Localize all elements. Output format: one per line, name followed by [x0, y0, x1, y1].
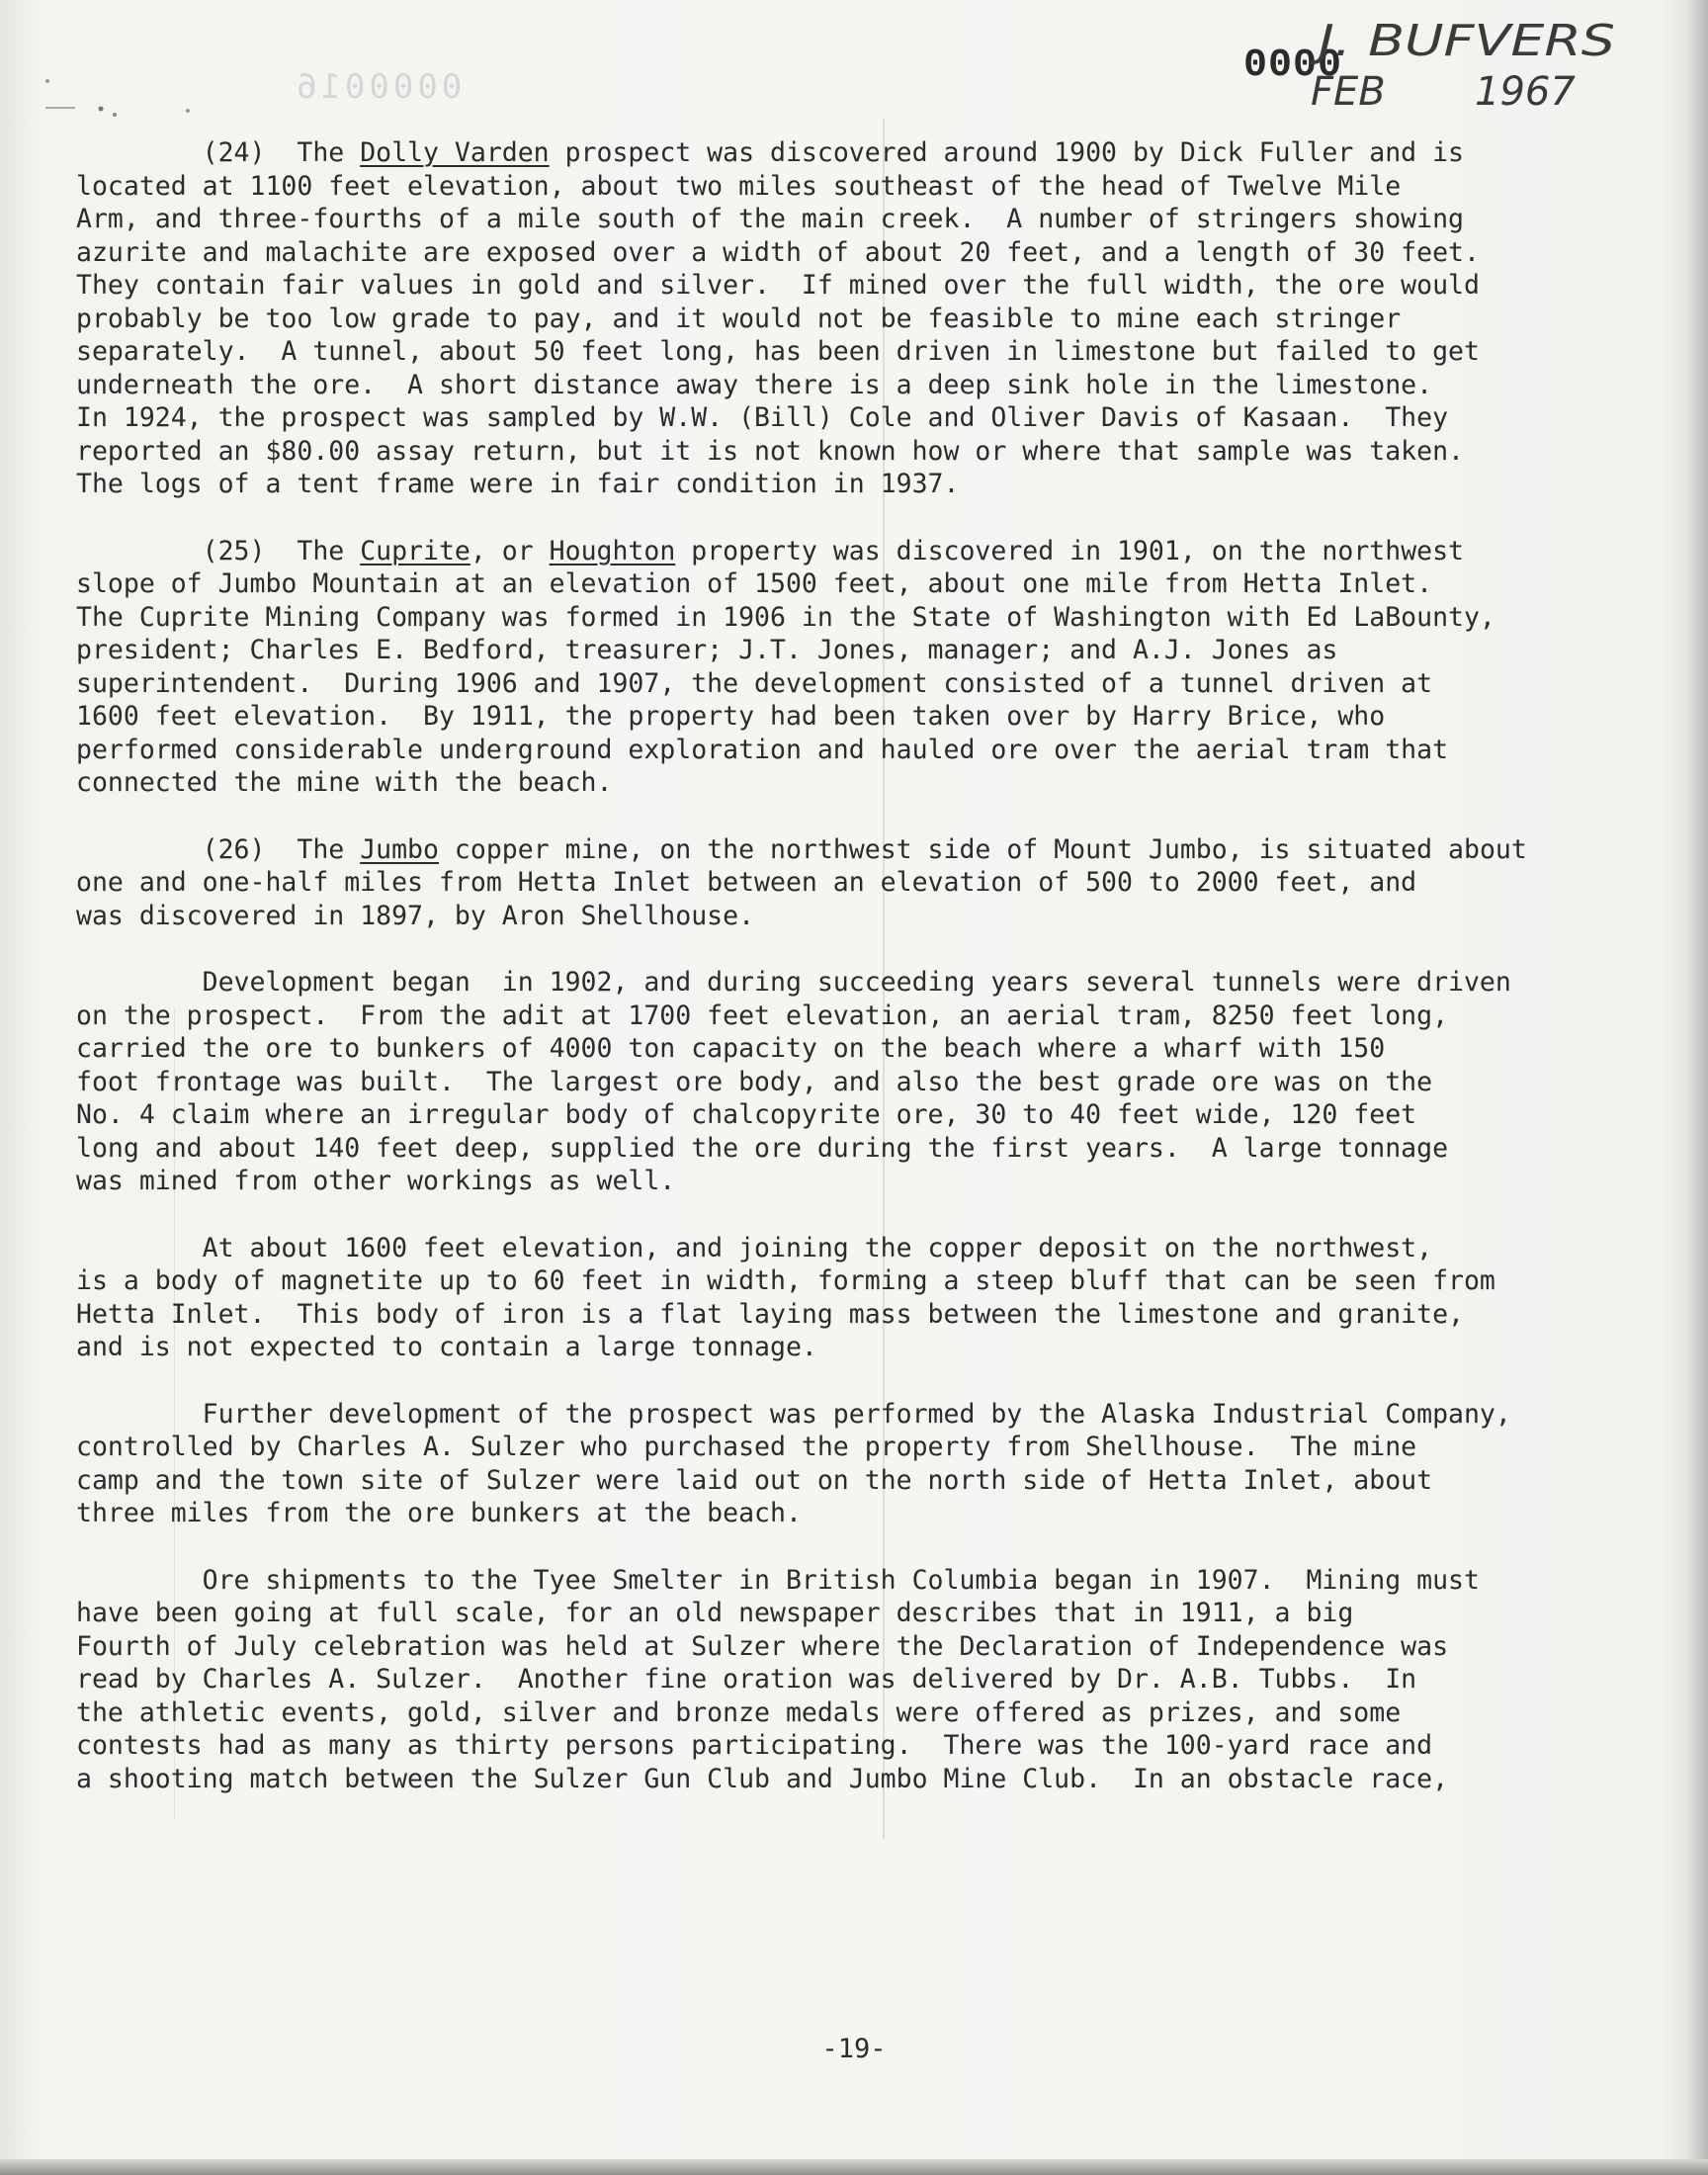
text-line: Fourth of July celebration was held at Sulzer where the Declaration of Independence was: [76, 1630, 1449, 1662]
handwritten-month: FEB: [1311, 69, 1386, 113]
scan-bottom-edge: [0, 2159, 1708, 2175]
text-line: probably be too low grade to pay, and it would not be feasible to mine each stringer: [76, 303, 1402, 334]
paragraph-p-shipments: [76, 1564, 1618, 1796]
paragraph-p-further: [76, 1398, 1618, 1530]
text-line: azurite and malachite are exposed over a width of about 20 feet, and a length of 30 feet.: [76, 236, 1480, 268]
text-line: (25) The Cuprite, or Houghton property was discovered in 1901, on the northwest: [76, 535, 1465, 566]
text-line: superintendent. During 1906 and 1907, the development consisted of a tunnel driven at: [76, 667, 1433, 699]
text-line: performed considerable underground exploration and hauled ore over the aerial tram that: [76, 734, 1449, 765]
text-line: slope of Jumbo Mountain at an elevation of 1500 feet, about one mile from Hetta Inlet.: [76, 568, 1433, 599]
handwritten-year: 1967: [1475, 69, 1576, 113]
document-number: 0000: [1243, 44, 1343, 88]
text-line: Arm, and three-fourths of a mile south of the main creek. A number of stringers showing: [76, 204, 1464, 234]
text-line: separately. A tunnel, about 50 feet long, has been driven in limestone but failed to get: [76, 336, 1480, 367]
text-line: on the prospect. From the adit at 1700 feet elevation, an aerial tram, 8250 feet long,: [76, 1000, 1449, 1031]
paragraph-p26: [76, 833, 1618, 933]
text-line: The logs of a tent frame were in fair condition in 1937.: [76, 469, 960, 499]
text-line: was discovered in 1897, by Aron Shellhouse.: [76, 900, 755, 931]
paragraph-p25: [76, 535, 1618, 800]
scan-specks: [40, 69, 198, 129]
text-line: long and about 140 feet deep, supplied the ore during the first years. A large tonnage: [76, 1132, 1449, 1164]
text-line: the athletic events, gold, silver and bronze medals were offered as prizes, and some: [76, 1696, 1402, 1728]
handwritten-annotation: [1305, 14, 1631, 113]
page-number: -19-: [821, 2034, 887, 2064]
paragraph-p-development: [76, 966, 1618, 1198]
text-line: one and one-half miles from Hetta Inlet between an elevation of 500 to 2000 feet, and: [76, 867, 1417, 898]
text-line: In 1924, the prospect was sampled by W.W. (Bill) Cole and Oliver Davis of Kasaan. They: [76, 402, 1449, 433]
paragraph-p24: [76, 136, 1618, 501]
text-line: foot frontage was built. The largest ore body, and also the best grade ore was on the: [76, 1066, 1433, 1097]
text-line: carried the ore to bunkers of 4000 ton capacity on the beach where a wharf with 150: [76, 1033, 1386, 1064]
text-line: (24) The Dolly Varden prospect was discovered around 1900 by Dick Fuller and is: [76, 137, 1464, 168]
underlined-name: Dolly Varden: [360, 137, 550, 168]
text-line: is a body of magnetite up to 60 feet in width, forming a steep bluff that can be seen from: [76, 1265, 1495, 1296]
text-line: and is not expected to contain a large tonnage.: [76, 1332, 817, 1362]
text-line: The Cuprite Mining Company was formed in 1906 in the State of Washington with Ed LaBounty,: [76, 601, 1495, 633]
body-text: [76, 136, 1618, 1829]
underlined-name: Houghton: [549, 535, 676, 566]
underlined-name: Cuprite: [360, 535, 470, 566]
text-line: was mined from other workings as well.: [76, 1166, 676, 1196]
text-line: located at 1100 feet elevation, about two miles southeast of the head of Twelve Mile: [76, 170, 1402, 202]
text-line: No. 4 claim where an irregular body of chalcopyrite ore, 30 to 40 feet wide, 120 feet: [76, 1099, 1417, 1130]
text-line: (26) The Jumbo copper mine, on the northwest side of Mount Jumbo, is situated about: [76, 833, 1527, 865]
handwritten-name: J. BUFVERS: [1309, 16, 1615, 66]
text-line: Ore shipments to the Tyee Smelter in British Columbia began in 1907. Mining must: [76, 1564, 1480, 1596]
scan-right-edge: [1686, 0, 1708, 2175]
text-line: read by Charles A. Sulzer. Another fine oration was delivered by Dr. A.B. Tubbs. In: [76, 1664, 1417, 1695]
text-line: They contain fair values in gold and silver. If mined over the full width, the ore would: [76, 270, 1480, 301]
paragraph-p-magnetite: [76, 1232, 1618, 1364]
text-line: controlled by Charles A. Sulzer who purchased the property from Shellhouse. The mine: [76, 1432, 1417, 1462]
text-line: a shooting match between the Sulzer Gun Club and Jumbo Mine Club. In an obstacle race,: [76, 1763, 1449, 1794]
text-line: Hetta Inlet. This body of iron is a flat laying mass between the limestone and granite,: [76, 1298, 1464, 1330]
text-line: three miles from the ore bunkers at the beach.: [76, 1498, 802, 1528]
underlined-name: Jumbo: [360, 833, 439, 865]
text-line: 1600 feet elevation. By 1911, the property had been taken over by Harry Brice, who: [76, 701, 1386, 732]
text-line: underneath the ore. A short distance away there is a deep sink hole in the limestone.: [76, 369, 1433, 400]
bleed-through-number: 0000016: [293, 67, 463, 107]
text-line: At about 1600 feet elevation, and joining the copper deposit on the northwest,: [76, 1232, 1433, 1263]
text-line: Development began in 1902, and during succeeding years several tunnels were driven: [76, 967, 1511, 998]
text-line: contests had as many as thirty persons participating. There was the 100-yard race and: [76, 1730, 1433, 1761]
text-line: reported an $80.00 assay return, but it is not known how or where that sample was taken.: [76, 435, 1464, 467]
text-line: Further development of the prospect was performed by the Alaska Industrial Company,: [76, 1398, 1511, 1430]
text-line: have been going at full scale, for an old newspaper describes that in 1911, a big: [76, 1598, 1354, 1628]
text-line: president; Charles E. Bedford, treasurer; J.T. Jones, manager; and A.J. Jones as: [76, 635, 1338, 665]
text-line: connected the mine with the beach.: [76, 767, 613, 798]
text-line: camp and the town site of Sulzer were laid out on the north side of Hetta Inlet, about: [76, 1464, 1433, 1496]
